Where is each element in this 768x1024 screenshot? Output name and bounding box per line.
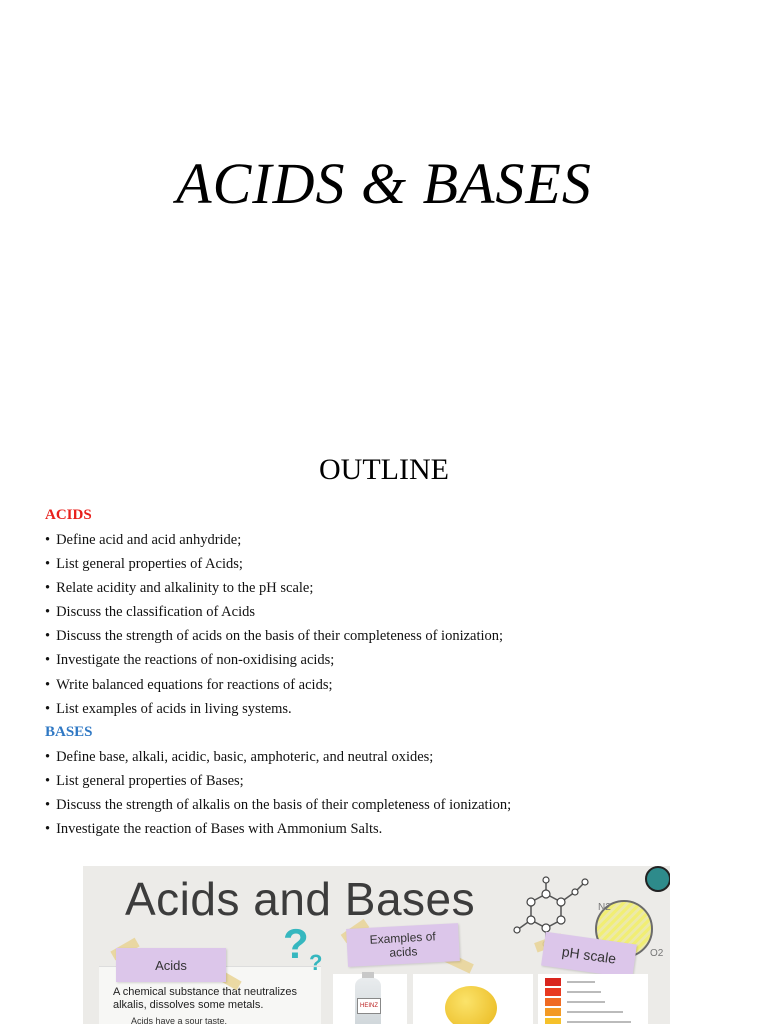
question-mark-icon: ? xyxy=(309,950,323,975)
ph-label-line xyxy=(567,981,595,983)
list-item: • Write balanced equations for reactions of acids; xyxy=(45,673,503,697)
list-item: • Discuss the strength of alkalis on the basis of their completeness of ionization; xyxy=(45,793,511,817)
list-item: • Define base, alkali, acidic, basic, amphoteric, and neutral oxides; xyxy=(45,745,511,769)
acid-taste-note: Acids have a sour taste. xyxy=(131,1016,228,1024)
n2-label: N2 xyxy=(598,902,611,913)
list-item: • List general properties of Acids; xyxy=(45,552,503,576)
ph-label-line xyxy=(567,1011,623,1013)
o2-label: O2 xyxy=(650,948,664,959)
examples-sticky-note xyxy=(346,923,460,967)
ph-label-line xyxy=(567,1001,605,1003)
list-item: • Discuss the strength of acids on the basis of their completeness of ionization; xyxy=(45,624,503,648)
examples-note-line2: acids xyxy=(389,944,418,960)
acid-definition: A chemical substance that neutralizes alkalis, dissolves some metals. xyxy=(113,986,298,1011)
list-item: • Investigate the reaction of Bases with Ammonium Salts. xyxy=(45,817,511,841)
decorative-beaker-icon xyxy=(645,866,670,892)
acids-section-label: ACIDS xyxy=(45,507,92,523)
examples-note-line1: Examples of xyxy=(369,929,436,947)
document-title: ACIDS & BASES xyxy=(176,151,592,216)
infographic-title: Acids and Bases xyxy=(125,873,476,925)
list-item: • List examples of acids in living systems. xyxy=(45,697,503,721)
bottle-brand-label: HEINZ xyxy=(357,998,381,1014)
acids-sticky-note: Acids xyxy=(116,948,226,982)
ph-color-swatch xyxy=(545,978,561,986)
ph-color-swatch xyxy=(545,988,561,996)
acids-bases-infographic xyxy=(83,866,670,1024)
list-item: • Define acid and acid anhydride; xyxy=(45,528,503,552)
lemon-image xyxy=(445,986,497,1024)
ph-label-line xyxy=(567,1021,631,1023)
list-item: • Investigate the reactions of non-oxidising acids; xyxy=(45,648,503,672)
bases-section-label: BASES xyxy=(45,724,93,740)
acids-objectives-list xyxy=(45,528,503,721)
list-item: • Discuss the classification of Acids xyxy=(45,600,503,624)
ph-scale-sticky-note: pH scale xyxy=(541,932,637,978)
ph-color-swatch xyxy=(545,1018,561,1024)
bases-objectives-list xyxy=(45,745,511,841)
outline-heading: OUTLINE xyxy=(319,453,449,486)
question-mark-icon: ? xyxy=(283,920,309,967)
list-item: • List general properties of Bases; xyxy=(45,769,511,793)
list-item: • Relate acidity and alkalinity to the pH scale; xyxy=(45,576,503,600)
ph-color-swatch xyxy=(545,998,561,1006)
ph-label-line xyxy=(567,991,601,993)
ph-color-swatch xyxy=(545,1008,561,1016)
